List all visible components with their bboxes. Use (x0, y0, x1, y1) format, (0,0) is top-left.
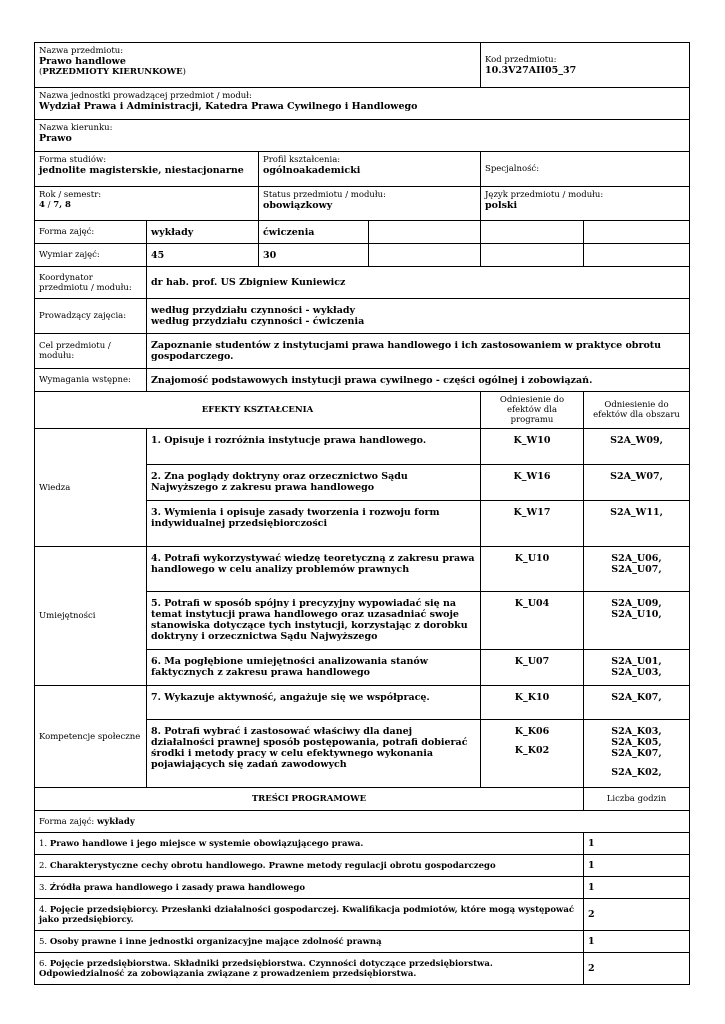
hours-empty-2 (481, 244, 584, 267)
lang-cell (481, 187, 690, 221)
class-exercise: ćwiczenia (259, 221, 369, 244)
effect-area: S2A_K03, S2A_K05, S2A_K07, S2A_K02, (584, 720, 690, 788)
goal-value: Zapoznanie studentów z instytucjami prawa handlowego i ich zastosowaniem w praktyce obrotu gospodarczego. (147, 334, 690, 369)
content-row (35, 931, 690, 953)
classes-row (35, 221, 690, 244)
status-cell (259, 187, 481, 221)
req-row (35, 369, 690, 392)
teacher-1: według przydziału czynności - wykłady (151, 305, 356, 316)
effect-program: K_W16 (481, 465, 584, 501)
subject-name: Prawo handlowe (39, 56, 126, 67)
form-value: jednolite magisterskie, niestacjonarne (39, 165, 244, 176)
effect-area: S2A_K07, (584, 686, 690, 720)
hours-row (35, 244, 690, 267)
effect-text: 8. Potrafi wybrać i zastosować właściwy dla danej działalności prawnej sposób postępowania, potrafi dobierać środki i metody pracy w celu efektywnego wykonania pojawiających się zadań zawodowych (147, 720, 481, 788)
hours-label: Wymiar zajęć: (35, 244, 147, 267)
effect-text: 7. Wykazuje aktywność, angażuje się we współpracę. (147, 686, 481, 720)
code-cell (481, 43, 690, 88)
major-row (35, 120, 690, 152)
effect-program: K_W10 (481, 429, 584, 465)
effect-program: K_U10 (481, 547, 584, 592)
subject-cell (35, 43, 481, 88)
content-hours: 2 (584, 953, 690, 985)
content-row (35, 855, 690, 877)
hours-empty-3 (584, 244, 690, 267)
effect-row (35, 686, 690, 720)
form-label: Forma studiów: (39, 155, 107, 165)
content-row (35, 899, 690, 931)
class-lecture: wykłady (147, 221, 259, 244)
class-empty-3 (584, 221, 690, 244)
effect-text: 2. Zna poglądy doktryny oraz orzecznictwo Sądu Najwyższego z zakresu prawa handlowego (147, 465, 481, 501)
group-competences: Kompetencje społeczne (35, 686, 147, 788)
status-label: Status przedmiotu / modułu: (263, 190, 386, 200)
classes-label: Forma zajęć: (35, 221, 147, 244)
content-row (35, 953, 690, 985)
effect-text: 5. Potrafi w sposób spójny i precyzyjny wypowiadać się na temat instytucji prawa handlowego oraz uzasadniać swoje stanowiska dotyczące tych instytucji, korzystając z dorobku doktryny i orzecznictwa Sądu Najwyższego (147, 592, 481, 650)
effect-program: K_U04 (481, 592, 584, 650)
unit-label: Nazwa jednostki prowadzącej przedmiot / moduł: (39, 91, 252, 101)
code-value: 10.3V27AII05_37 (485, 64, 577, 76)
teachers-cell (147, 299, 690, 334)
year-label: Rok / semestr: (39, 190, 102, 200)
col-area-header: Odniesienie do efektów dla obszaru (584, 392, 690, 429)
effects-title: EFEKTY KSZTAŁCENIA (35, 392, 481, 429)
hours-empty-1 (369, 244, 481, 267)
major-cell (35, 120, 690, 152)
effect-row (35, 547, 690, 592)
content-hours: 1 (584, 855, 690, 877)
spec-cell (481, 152, 690, 187)
syllabus-page (34, 42, 689, 985)
content-topic: 1. Prawo handlowe i jego miejsce w systemie obowiązującego prawa. (35, 833, 584, 855)
form-cell (35, 152, 259, 187)
spec-label: Specjalność: (485, 164, 540, 174)
effects-header-row (35, 392, 690, 429)
content-topic: 6. Pojęcie przedsiębiorstwa. Składniki przedsiębiorstwa. Czynności dotyczące przedsiębiorstwa. Odpowiedzialność za zobowiązania związane z prowadzeniem przedsiębiorstwa. (35, 953, 584, 985)
syllabus-table (34, 42, 690, 985)
year-cell (35, 187, 259, 221)
effect-text: 1. Opisuje i rozróżnia instytucje prawa handlowego. (147, 429, 481, 465)
coord-row (35, 267, 690, 299)
effect-text: 3. Wymienia i opisuje zasady tworzenia i rozwoju form indywidualnej przedsiębiorczości (147, 501, 481, 547)
hours-lecture: 45 (147, 244, 259, 267)
coord-label: Koordynator przedmiotu / modułu: (35, 267, 147, 299)
col-program-header: Odniesienie do efektów dla programu (481, 392, 584, 429)
content-topic: 5. Osoby prawne i inne jednostki organizacyjne mające zdolność prawną (35, 931, 584, 953)
effect-text: 6. Ma pogłębione umiejętności analizowania stanów faktycznych z zakresu prawa handlowego (147, 650, 481, 686)
content-hours: 1 (584, 833, 690, 855)
content-form: Forma zajęć: wykłady (35, 811, 690, 833)
content-row (35, 833, 690, 855)
subject-label: Nazwa przedmiotu: (39, 46, 124, 56)
teachers-label: Prowadzący zajęcia: (35, 299, 147, 334)
unit-value: Wydział Prawa i Administracji, Katedra Prawa Cywilnego i Handlowego (39, 101, 418, 112)
content-title: TREŚCI PROGRAMOWE (35, 788, 584, 811)
group-skills: Umiejętności (35, 547, 147, 686)
content-hours: 2 (584, 899, 690, 931)
year-row (35, 187, 690, 221)
req-label: Wymagania wstępne: (35, 369, 147, 392)
profile-cell (259, 152, 481, 187)
coord-value: dr hab. prof. US Zbigniew Kuniewicz (147, 267, 690, 299)
lang-label: Język przedmiotu / modułu: (485, 190, 604, 200)
form-row (35, 152, 690, 187)
effect-row (35, 429, 690, 465)
req-value: Znajomość podstawowych instytucji prawa cywilnego - części ogólnej i zobowiązań. (147, 369, 690, 392)
effect-area: S2A_U09, S2A_U10, (584, 592, 690, 650)
unit-cell (35, 88, 690, 120)
profile-label: Profil kształcenia: (263, 155, 341, 165)
content-hours: 1 (584, 877, 690, 899)
effect-text: 4. Potrafi wykorzystywać wiedzę teoretyczną z zakresu prawa handlowego w celu analizy problemów prawnych (147, 547, 481, 592)
effect-program: K_K10 (481, 686, 584, 720)
goal-label: Cel przedmiotu / modułu: (35, 334, 147, 369)
status-value: obowiązkowy (263, 200, 333, 211)
class-empty-2 (481, 221, 584, 244)
effect-program: K_U07 (481, 650, 584, 686)
year-value: 4 / 7, 8 (39, 200, 71, 210)
effect-area: S2A_W07, (584, 465, 690, 501)
effect-area: S2A_U01, S2A_U03, (584, 650, 690, 686)
teachers-row (35, 299, 690, 334)
lang-value: polski (485, 200, 518, 211)
effect-area: S2A_U06, S2A_U07, (584, 547, 690, 592)
unit-row (35, 88, 690, 120)
major-value: Prawo (39, 133, 72, 144)
content-hours: 1 (584, 931, 690, 953)
subject-group: (PRZEDMIOTY KIERUNKOWE) (39, 67, 186, 77)
content-hours-header: Liczba godzin (584, 788, 690, 811)
effect-area: S2A_W11, (584, 501, 690, 547)
content-form-row (35, 811, 690, 833)
profile-value: ogólnoakademicki (263, 165, 361, 176)
hours-exercise: 30 (259, 244, 369, 267)
effect-program: K_K06 K_K02 (481, 720, 584, 788)
content-topic: 4. Pojęcie przedsiębiorcy. Przesłanki działalności gospodarczej. Kwalifikacja podmiotów, które mogą występować jako przedsiębiorcy. (35, 899, 584, 931)
effect-area: S2A_W09, (584, 429, 690, 465)
content-topic: 3. Źródła prawa handlowego i zasady prawa handlowego (35, 877, 584, 899)
effect-program: K_W17 (481, 501, 584, 547)
subject-row (35, 43, 690, 88)
goal-row (35, 334, 690, 369)
group-knowledge: Wiedza (35, 429, 147, 547)
major-label: Nazwa kierunku: (39, 123, 113, 133)
code-label: Kod przedmiotu: (485, 54, 557, 65)
content-header-row (35, 788, 690, 811)
content-topic: 2. Charakterystyczne cechy obrotu handlowego. Prawne metody regulacji obrotu gospodarczego (35, 855, 584, 877)
content-row (35, 877, 690, 899)
teacher-2: według przydziału czynności - ćwiczenia (151, 316, 365, 327)
class-empty-1 (369, 221, 481, 244)
